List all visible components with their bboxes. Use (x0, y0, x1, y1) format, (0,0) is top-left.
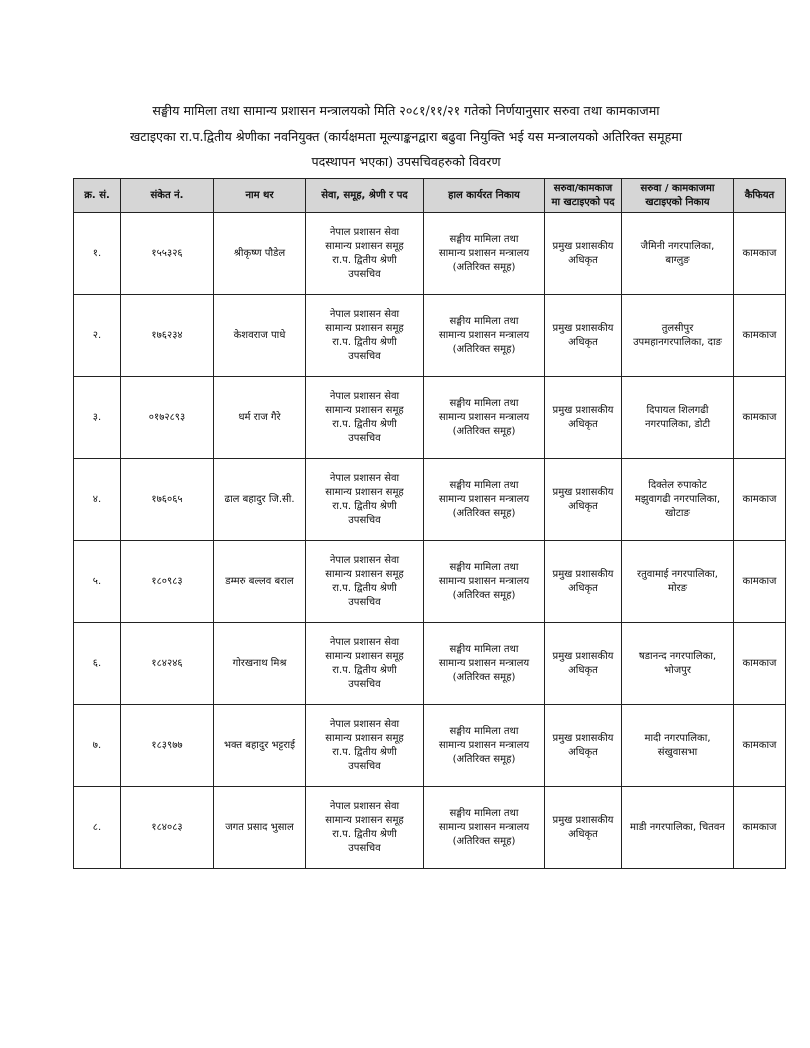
cell-assigned-post-line: प्रमुख प्रशासकीय (552, 486, 614, 498)
cell-assigned-office-line: षडानन्द नगरपालिका, (638, 650, 717, 662)
cell-full-name: भक्त बहादुर भट्टराई (214, 705, 306, 787)
cell-service-group-post-line: उपसचिव (348, 842, 381, 854)
cell-current-office-line: सामान्य प्रशासन मन्त्रालय (438, 821, 530, 833)
cell-code-number: १८०९८३ (121, 541, 214, 623)
cell-service-group-post-line: उपसचिव (348, 678, 381, 690)
cell-service-group-post-line: उपसचिव (348, 760, 381, 772)
cell-assigned-post-line: प्रमुख प्रशासकीय (552, 814, 614, 826)
header-assigned-office (622, 179, 734, 213)
cell-assigned-post-line: अधिकृत (568, 500, 598, 512)
cell-service-group-post-line: नेपाल प्रशासन सेवा (329, 472, 400, 484)
cell-assigned-post (545, 623, 622, 705)
table-row (74, 623, 786, 705)
cell-full-name: गोरखनाथ मिश्र (214, 623, 306, 705)
cell-assigned-post-line: अधिकृत (568, 828, 598, 840)
cell-assigned-office (622, 213, 734, 295)
cell-service-group-post-line: उपसचिव (348, 350, 381, 362)
heading-line: पदस्थापन भएका) उपसचिवहरुको विवरण (311, 154, 501, 169)
cell-assigned-office (622, 787, 734, 869)
cell-service-group-post (306, 459, 424, 541)
cell-service-group-post-line: रा.प. द्वितीय श्रेणी (332, 746, 397, 758)
cell-current-office-line: (अतिरिक्त समूह) (452, 753, 516, 765)
cell-service-group-post-line: रा.प. द्वितीय श्रेणी (332, 254, 397, 266)
table-row (74, 459, 786, 541)
cell-assigned-post-line: अधिकृत (568, 664, 598, 676)
cell-current-office-line: (अतिरिक्त समूह) (452, 261, 516, 273)
cell-service-group-post-line: उपसचिव (348, 514, 381, 526)
cell-assigned-post (545, 705, 622, 787)
cell-service-group-post (306, 705, 424, 787)
cell-service-group-post (306, 541, 424, 623)
cell-code-number: १५५३२६ (121, 213, 214, 295)
cell-current-office-line: सामान्य प्रशासन मन्त्रालय (438, 493, 530, 505)
cell-current-office-line: सामान्य प्रशासन मन्त्रालय (438, 411, 530, 423)
cell-service-group-post-line: सामान्य प्रशासन समूह (325, 732, 404, 744)
cell-service-group-post-line: रा.प. द्वितीय श्रेणी (332, 582, 397, 594)
cell-current-office-line: सङ्घीय मामिला तथा (449, 397, 519, 409)
cell-assigned-post (545, 377, 622, 459)
cell-current-office-line: सङ्घीय मामिला तथा (449, 315, 519, 327)
cell-assigned-post (545, 459, 622, 541)
cell-service-group-post-line: रा.प. द्वितीय श्रेणी (332, 336, 397, 348)
header-full-name: नाम थर (214, 179, 306, 213)
cell-remarks: कामकाज (734, 541, 786, 623)
header-serial-number: क्र. सं. (74, 179, 121, 213)
header-assigned-office-line: सरुवा / कामकाजमा (640, 182, 715, 194)
cell-remarks: कामकाज (734, 377, 786, 459)
cell-assigned-office (622, 541, 734, 623)
cell-service-group-post-line: उपसचिव (348, 596, 381, 608)
cell-assigned-post (545, 787, 622, 869)
cell-assigned-office (622, 295, 734, 377)
cell-serial-number: ३. (74, 377, 121, 459)
cell-assigned-post-line: प्रमुख प्रशासकीय (552, 568, 614, 580)
cell-assigned-post-line: अधिकृत (568, 418, 598, 430)
cell-service-group-post-line: उपसचिव (348, 268, 381, 280)
cell-assigned-post-line: प्रमुख प्रशासकीय (552, 732, 614, 744)
cell-service-group-post (306, 787, 424, 869)
heading-line: सङ्घीय मामिला तथा सामान्य प्रशासन मन्त्रालयको मिति २०८१/११/२१ गतेको निर्णयानुसार सरुवा तथा कामकाजमा (152, 103, 660, 118)
cell-current-office-line: (अतिरिक्त समूह) (452, 589, 516, 601)
heading-line: खटाइएका रा.प.द्वितीय श्रेणीका नवनियुक्त (कार्यक्षमता मूल्याङ्कनद्वारा बढुवा नियुक्ति भई यस मन्त्रालयको अतिरिक्त समूहमा (129, 128, 683, 144)
cell-service-group-post-line: नेपाल प्रशासन सेवा (329, 390, 400, 402)
header-assigned-post-line: मा खटाइएको पद (551, 196, 615, 208)
cell-full-name: जगत प्रसाद भुसाल (214, 787, 306, 869)
cell-assigned-post-line: अधिकृत (568, 336, 598, 348)
cell-assigned-office (622, 705, 734, 787)
cell-current-office-line: सङ्घीय मामिला तथा (449, 561, 519, 573)
cell-service-group-post-line: नेपाल प्रशासन सेवा (329, 718, 400, 730)
cell-code-number: १८४०८३ (121, 787, 214, 869)
cell-assigned-office-line: जैमिनी नगरपालिका, (640, 240, 715, 252)
cell-current-office-line: सामान्य प्रशासन मन्त्रालय (438, 657, 530, 669)
cell-full-name: ढाल बहादुर जि.सी. (214, 459, 306, 541)
cell-code-number: १७६०६५ (121, 459, 214, 541)
cell-serial-number: ५. (74, 541, 121, 623)
cell-service-group-post-line: नेपाल प्रशासन सेवा (329, 308, 400, 320)
document-heading (74, 98, 738, 175)
cell-assigned-post-line: प्रमुख प्रशासकीय (552, 240, 614, 252)
cell-assigned-office-line: संखुवासभा (657, 746, 698, 758)
cell-service-group-post-line: नेपाल प्रशासन सेवा (329, 636, 400, 648)
cell-service-group-post-line: सामान्य प्रशासन समूह (325, 322, 404, 334)
cell-service-group-post-line: सामान्य प्रशासन समूह (325, 486, 404, 498)
cell-remarks: कामकाज (734, 295, 786, 377)
cell-current-office (424, 377, 545, 459)
cell-current-office-line: (अतिरिक्त समूह) (452, 507, 516, 519)
cell-assigned-post-line: प्रमुख प्रशासकीय (552, 322, 614, 334)
cell-service-group-post-line: रा.प. द्वितीय श्रेणी (332, 828, 397, 840)
cell-full-name: डम्मरु बल्लव बराल (214, 541, 306, 623)
cell-current-office (424, 459, 545, 541)
cell-assigned-office-line: नगरपालिका, डोटी (644, 418, 711, 430)
cell-assigned-post (545, 541, 622, 623)
cell-current-office-line: सङ्घीय मामिला तथा (449, 233, 519, 245)
table-body (74, 213, 786, 869)
cell-assigned-office-line: दिपायल शिलगढी (646, 404, 709, 416)
cell-assigned-post-line: अधिकृत (568, 582, 598, 594)
header-assigned-post-line: सरुवा/कामकाज (553, 182, 613, 194)
table-row (74, 295, 786, 377)
header-remarks: कैफियत (734, 179, 786, 213)
cell-current-office-line: सामान्य प्रशासन मन्त्रालय (438, 247, 530, 259)
cell-remarks: कामकाज (734, 623, 786, 705)
cell-assigned-office-line: तुलसीपुर (661, 322, 694, 334)
cell-current-office-line: सामान्य प्रशासन मन्त्रालय (438, 329, 530, 341)
cell-current-office-line: सामान्य प्रशासन मन्त्रालय (438, 739, 530, 751)
header-assigned-post (545, 179, 622, 213)
cell-current-office (424, 705, 545, 787)
cell-service-group-post-line: रा.प. द्वितीय श्रेणी (332, 664, 397, 676)
cell-assigned-post-line: अधिकृत (568, 746, 598, 758)
cell-assigned-office-line: दिक्तेल रुपाकोट (648, 479, 707, 491)
cell-full-name: श्रीकृष्ण पौडेल (214, 213, 306, 295)
cell-service-group-post-line: सामान्य प्रशासन समूह (325, 240, 404, 252)
cell-current-office-line: (अतिरिक्त समूह) (452, 835, 516, 847)
table-row (74, 787, 786, 869)
cell-remarks: कामकाज (734, 705, 786, 787)
header-assigned-office-line: खटाइएको निकाय (645, 196, 710, 208)
cell-assigned-office-line: मझुवागढी नगरपालिका, (634, 493, 721, 505)
cell-service-group-post (306, 213, 424, 295)
cell-serial-number: ७. (74, 705, 121, 787)
cell-service-group-post-line: सामान्य प्रशासन समूह (325, 814, 404, 826)
header-service-group-post: सेवा, समूह, श्रेणी र पद (306, 179, 424, 213)
cell-current-office (424, 541, 545, 623)
cell-assigned-post (545, 213, 622, 295)
cell-assigned-office-line: बाग्लुङ (665, 254, 690, 266)
table-row (74, 377, 786, 459)
header-current-office: हाल कार्यरत निकाय (424, 179, 545, 213)
cell-current-office (424, 213, 545, 295)
cell-assigned-post (545, 295, 622, 377)
cell-current-office-line: सङ्घीय मामिला तथा (449, 807, 519, 819)
cell-current-office-line: (अतिरिक्त समूह) (452, 425, 516, 437)
cell-assigned-office-line: मोरङ (667, 582, 688, 594)
cell-current-office-line: सामान्य प्रशासन मन्त्रालय (438, 575, 530, 587)
cell-code-number: १८४२४६ (121, 623, 214, 705)
cell-code-number: १८३९७७ (121, 705, 214, 787)
table-row (74, 705, 786, 787)
cell-current-office (424, 295, 545, 377)
cell-code-number: ०१७२८९३ (121, 377, 214, 459)
transfer-records-table (73, 178, 786, 869)
table-row (74, 541, 786, 623)
cell-serial-number: ८. (74, 787, 121, 869)
cell-remarks: कामकाज (734, 787, 786, 869)
cell-service-group-post-line: रा.प. द्वितीय श्रेणी (332, 418, 397, 430)
cell-current-office-line: (अतिरिक्त समूह) (452, 343, 516, 355)
cell-service-group-post (306, 623, 424, 705)
cell-service-group-post-line: नेपाल प्रशासन सेवा (329, 226, 400, 238)
cell-current-office-line: सङ्घीय मामिला तथा (449, 725, 519, 737)
cell-assigned-office (622, 623, 734, 705)
cell-service-group-post-line: नेपाल प्रशासन सेवा (329, 554, 400, 566)
cell-assigned-office-line: रतुवामाई नगरपालिका, (637, 568, 718, 580)
cell-assigned-office-line: उपमहानगरपालिका, दाङ (633, 336, 722, 348)
cell-serial-number: ६. (74, 623, 121, 705)
cell-assigned-post-line: अधिकृत (568, 254, 598, 266)
cell-serial-number: ४. (74, 459, 121, 541)
cell-service-group-post-line: उपसचिव (348, 432, 381, 444)
cell-current-office-line: सङ्घीय मामिला तथा (449, 643, 519, 655)
cell-service-group-post-line: रा.प. द्वितीय श्रेणी (332, 500, 397, 512)
cell-assigned-post-line: प्रमुख प्रशासकीय (552, 404, 614, 416)
cell-serial-number: १. (74, 213, 121, 295)
cell-assigned-office-line: खोटाङ (665, 507, 690, 519)
header-code-number: संकेत नं. (121, 179, 214, 213)
cell-full-name: धर्म राज गैरे (214, 377, 306, 459)
cell-service-group-post-line: सामान्य प्रशासन समूह (325, 568, 404, 580)
cell-serial-number: २. (74, 295, 121, 377)
cell-assigned-post-line: प्रमुख प्रशासकीय (552, 650, 614, 662)
cell-current-office (424, 623, 545, 705)
cell-service-group-post (306, 377, 424, 459)
cell-assigned-office (622, 459, 734, 541)
cell-full-name: केशवराज पाधे (214, 295, 306, 377)
cell-service-group-post (306, 295, 424, 377)
cell-assigned-office-line: माडी नगरपालिका, चितवन (630, 821, 725, 833)
cell-service-group-post-line: नेपाल प्रशासन सेवा (329, 800, 400, 812)
cell-service-group-post-line: सामान्य प्रशासन समूह (325, 404, 404, 416)
cell-assigned-office-line: मादी नगरपालिका, (644, 732, 711, 744)
cell-current-office-line: (अतिरिक्त समूह) (452, 671, 516, 683)
cell-code-number: १७६२३४ (121, 295, 214, 377)
cell-remarks: कामकाज (734, 459, 786, 541)
cell-remarks: कामकाज (734, 213, 786, 295)
cell-current-office (424, 787, 545, 869)
cell-assigned-office-line: भोजपुर (664, 664, 691, 676)
cell-assigned-office (622, 377, 734, 459)
table-row (74, 213, 786, 295)
cell-service-group-post-line: सामान्य प्रशासन समूह (325, 650, 404, 662)
cell-current-office-line: सङ्घीय मामिला तथा (449, 479, 519, 491)
table-header-row (74, 179, 786, 213)
